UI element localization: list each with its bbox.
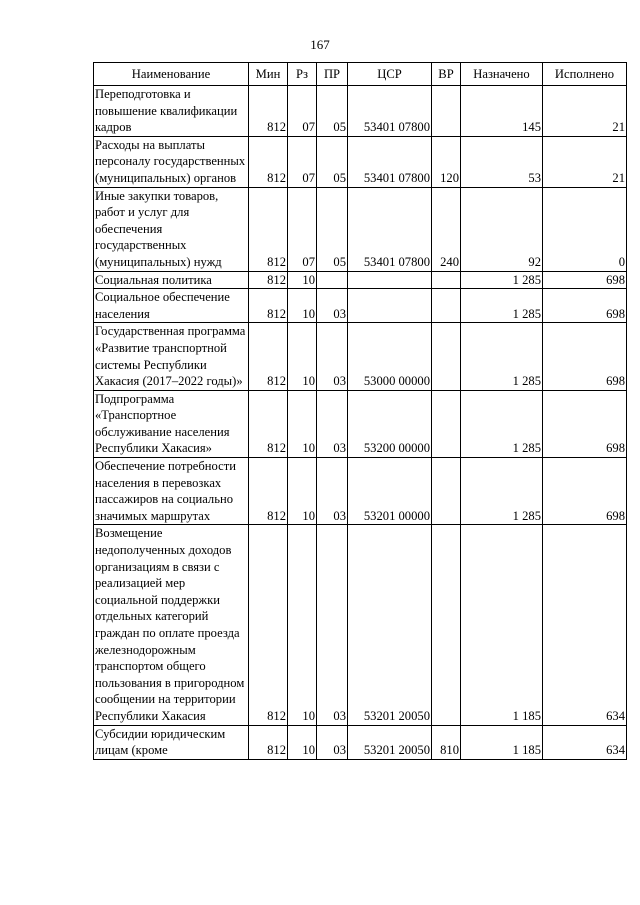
row-executed: 698 [543, 390, 627, 457]
row-executed: 698 [543, 271, 627, 289]
header-assigned: Назначено [461, 63, 543, 86]
row-csr: 53201 20050 [348, 725, 432, 759]
row-rz: 07 [288, 187, 317, 271]
row-min: 812 [249, 725, 288, 759]
row-csr: 53201 00000 [348, 458, 432, 525]
row-name: Переподготовка и повышение квалификации кадров [94, 86, 249, 137]
row-min: 812 [249, 289, 288, 323]
row-vr [432, 323, 461, 390]
table-row [94, 525, 627, 725]
row-executed: 698 [543, 289, 627, 323]
row-name: Социальное обеспечение населения [94, 289, 249, 323]
row-assigned: 1 285 [461, 390, 543, 457]
row-pr [317, 271, 348, 289]
table-row [94, 187, 627, 271]
row-vr: 810 [432, 725, 461, 759]
row-pr: 03 [317, 323, 348, 390]
row-rz: 07 [288, 86, 317, 137]
row-min: 812 [249, 323, 288, 390]
row-rz: 10 [288, 271, 317, 289]
row-executed: 634 [543, 525, 627, 725]
row-min: 812 [249, 187, 288, 271]
row-csr: 53401 07800 [348, 187, 432, 271]
row-executed: 0 [543, 187, 627, 271]
row-pr: 05 [317, 86, 348, 137]
row-rz: 10 [288, 458, 317, 525]
row-csr [348, 289, 432, 323]
header-executed: Исполнено [543, 63, 627, 86]
row-vr [432, 390, 461, 457]
row-assigned: 1 285 [461, 458, 543, 525]
row-min: 812 [249, 390, 288, 457]
row-vr: 240 [432, 187, 461, 271]
row-pr: 03 [317, 525, 348, 725]
row-vr [432, 525, 461, 725]
row-executed: 698 [543, 458, 627, 525]
row-min: 812 [249, 86, 288, 137]
header-rz: Рз [288, 63, 317, 86]
row-min: 812 [249, 525, 288, 725]
row-csr: 53000 00000 [348, 323, 432, 390]
row-name: Государственная программа «Развитие транспортной системы Республики Хакасия (2017–2022 годы)» [94, 323, 249, 390]
row-vr [432, 289, 461, 323]
header-vr: ВР [432, 63, 461, 86]
table-row [94, 86, 627, 137]
table-row [94, 458, 627, 525]
row-rz: 10 [288, 390, 317, 457]
row-csr [348, 271, 432, 289]
row-csr: 53401 07800 [348, 136, 432, 187]
row-csr: 53200 00000 [348, 390, 432, 457]
row-pr: 03 [317, 289, 348, 323]
row-assigned: 1 285 [461, 323, 543, 390]
table-row [94, 323, 627, 390]
header-min: Мин [249, 63, 288, 86]
header-csr: ЦСР [348, 63, 432, 86]
budget-table [93, 62, 627, 760]
row-executed: 21 [543, 86, 627, 137]
row-assigned: 1 185 [461, 725, 543, 759]
row-vr: 120 [432, 136, 461, 187]
row-executed: 698 [543, 323, 627, 390]
row-name: Расходы на выплаты персоналу государственных (муниципальных) органов [94, 136, 249, 187]
row-rz: 10 [288, 289, 317, 323]
row-rz: 10 [288, 525, 317, 725]
row-csr: 53201 20050 [348, 525, 432, 725]
row-name: Субсидии юридическим лицам (кроме [94, 725, 249, 759]
table-row [94, 725, 627, 759]
row-pr: 05 [317, 136, 348, 187]
row-name: Возмещение недополученных доходов организациям в связи с реализацией мер социальной поддержки отдельных категорий граждан по оплате проезда железнодорожным транспортом общего пользования в пригородном сообщении на территории Республики Хакасия [94, 525, 249, 725]
page-number: 167 [310, 37, 330, 52]
row-assigned: 145 [461, 86, 543, 137]
row-pr: 05 [317, 187, 348, 271]
row-executed: 634 [543, 725, 627, 759]
row-min: 812 [249, 271, 288, 289]
row-min: 812 [249, 136, 288, 187]
row-pr: 03 [317, 725, 348, 759]
header-pr: ПР [317, 63, 348, 86]
row-min: 812 [249, 458, 288, 525]
row-name: Иные закупки товаров, работ и услуг для обеспечения государственных (муниципальных) нужд [94, 187, 249, 271]
row-assigned: 1 285 [461, 289, 543, 323]
row-csr: 53401 07800 [348, 86, 432, 137]
row-name: Подпрограмма «Транспортное обслуживание населения Республики Хакасия» [94, 390, 249, 457]
row-pr: 03 [317, 390, 348, 457]
row-assigned: 1 285 [461, 271, 543, 289]
row-rz: 07 [288, 136, 317, 187]
table-row [94, 271, 627, 289]
row-rz: 10 [288, 725, 317, 759]
row-name: Социальная политика [94, 271, 249, 289]
row-vr [432, 86, 461, 137]
table-header-row [94, 63, 627, 86]
row-pr: 03 [317, 458, 348, 525]
row-executed: 21 [543, 136, 627, 187]
table-row [94, 289, 627, 323]
row-rz: 10 [288, 323, 317, 390]
row-assigned: 53 [461, 136, 543, 187]
header-name: Наименование [94, 63, 249, 86]
row-vr [432, 271, 461, 289]
row-assigned: 92 [461, 187, 543, 271]
table-row [94, 390, 627, 457]
table-row [94, 136, 627, 187]
row-assigned: 1 185 [461, 525, 543, 725]
row-vr [432, 458, 461, 525]
row-name: Обеспечение потребности населения в перевозках пассажиров на социально значимых маршрутах [94, 458, 249, 525]
